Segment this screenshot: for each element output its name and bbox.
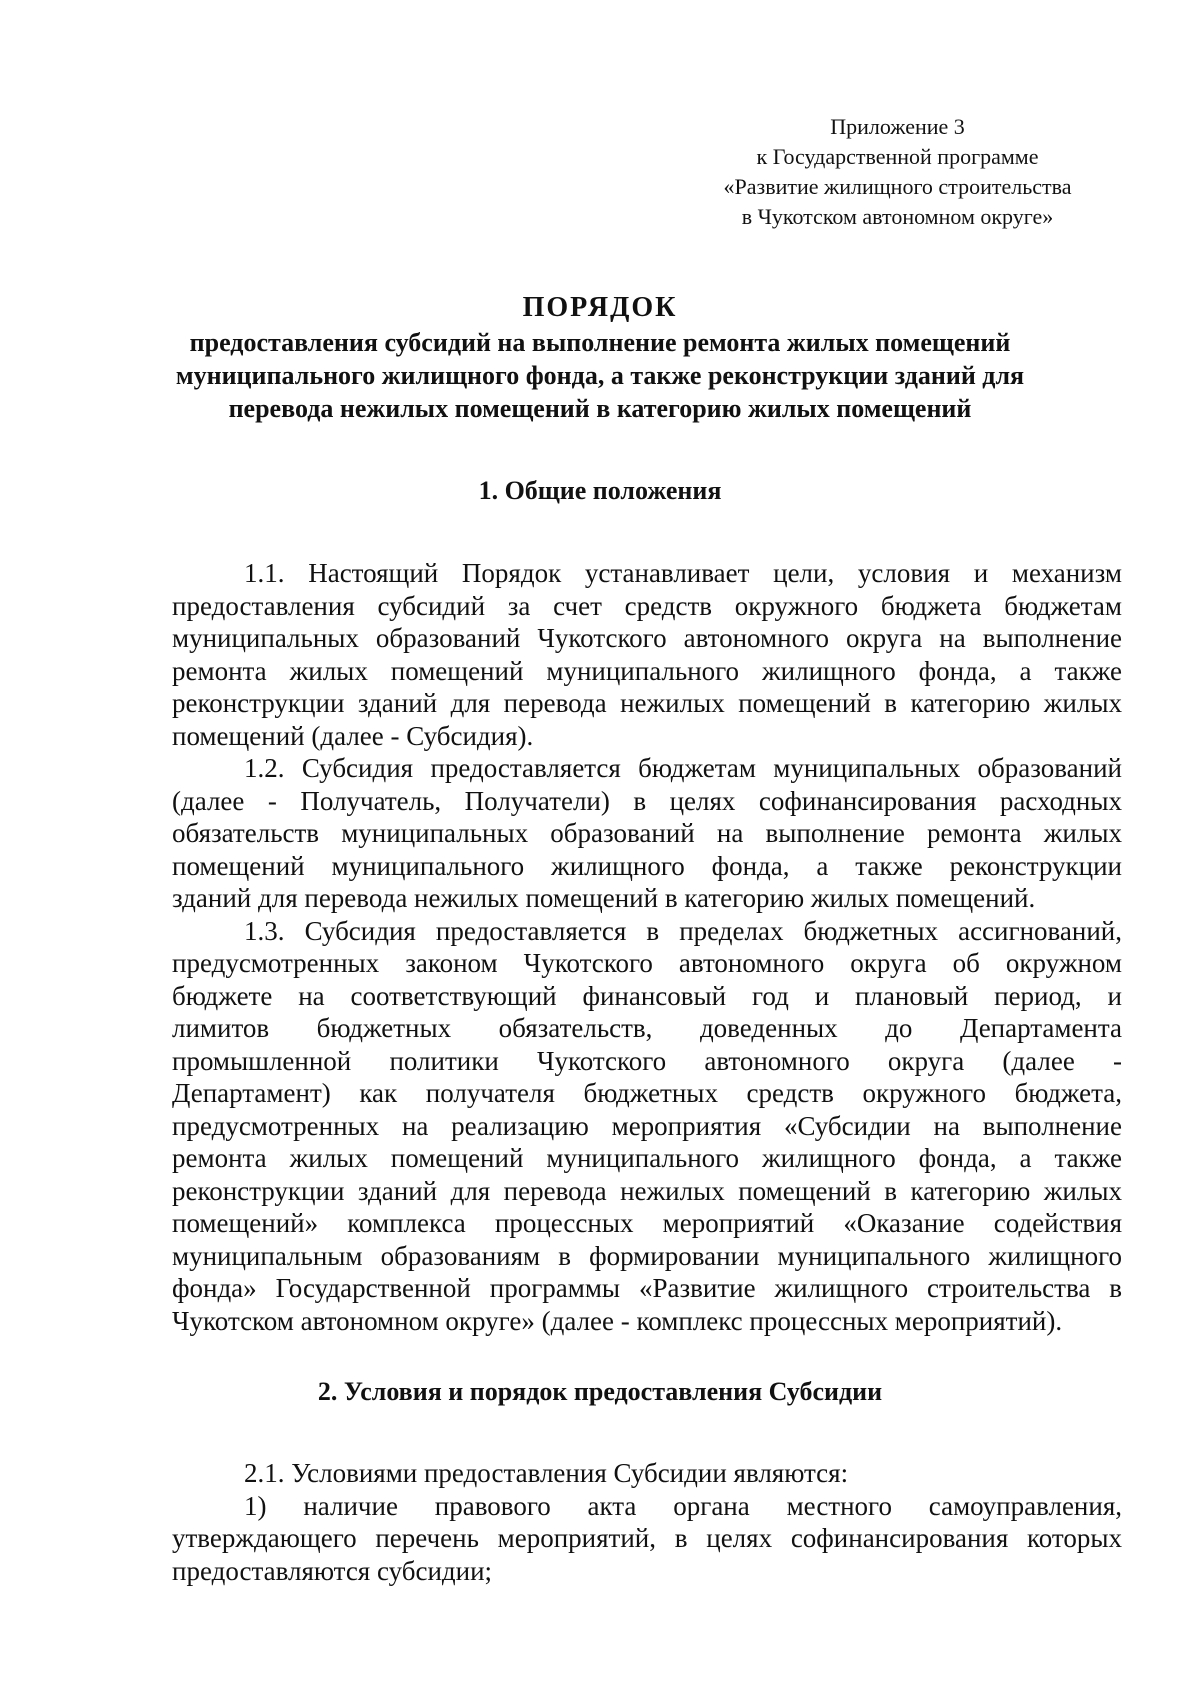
text-line: Департамент) как получателя бюджетных средств окружного бюджета, — [172, 1078, 1122, 1108]
text-line: лимитов бюджетных обязательств, доведенных до Департамента — [172, 1013, 1122, 1043]
text-line: реконструкции зданий для перевода нежилых помещений в категорию жилых — [172, 1175, 1122, 1206]
text-line: предусмотренных на реализацию мероприятия «Субсидии на выполнение — [172, 1110, 1122, 1141]
text-line: предоставления субсидий за счет средств окружного бюджета бюджетам — [172, 590, 1122, 621]
section-2-body — [172, 1457, 1122, 1587]
text-line: фонда» Государственной программы «Развитие жилищного строительства в — [172, 1273, 1122, 1303]
text-line: предоставляются субсидии; — [172, 1555, 493, 1586]
text-line: помещений» комплекса процессных мероприятий «Оказание содействия — [172, 1208, 1122, 1238]
text-line: Чукотском автономном округе» (далее - комплекс процессных мероприятий). — [172, 1305, 1063, 1336]
title-subtitle-line: перевода нежилых помещений в категорию жилых помещений — [228, 394, 972, 423]
title-subtitle-line: муниципального жилищного фонда, а также реконструкции зданий для — [175, 361, 1025, 390]
appendix-line: Приложение 3 — [830, 114, 965, 139]
title-subtitle — [150, 326, 1050, 425]
text-line: 2.1. Условиями предоставления Субсидии являются: — [244, 1458, 849, 1488]
appendix-line: в Чукотском автономном округе» — [741, 204, 1054, 229]
text-line: предусмотренных законом Чукотского автономного округа об окружном — [172, 948, 1122, 978]
paragraph-2-1 — [172, 1457, 1122, 1490]
text-line: помещений (далее - Субсидия). — [172, 720, 534, 751]
text-line: ремонта жилых помещений муниципального жилищного фонда, а также — [172, 1143, 1122, 1173]
appendix-note — [700, 112, 1095, 232]
text-line: 1) наличие правового акта органа местного самоуправления, — [244, 1490, 1122, 1521]
text-line: промышленной политики Чукотского автономного округа (далее - — [172, 1045, 1122, 1076]
paragraph-1-1 — [172, 557, 1122, 752]
text-line: 1.2. Субсидия предоставляется бюджетам муниципальных образований — [244, 753, 1122, 783]
document-title — [150, 290, 1050, 425]
section-1-body — [172, 557, 1122, 1337]
text-line: реконструкции зданий для перевода нежилых помещений в категорию жилых — [172, 688, 1122, 718]
paragraph-1-2 — [172, 752, 1122, 915]
text-line: муниципальных образований Чукотского автономного округа на выполнение — [172, 623, 1122, 653]
text-line: 1.3. Субсидия предоставляется в пределах бюджетных ассигнований, — [244, 915, 1122, 946]
text-line: 1.1. Настоящий Порядок устанавливает цели, условия и механизм — [244, 558, 1122, 588]
text-line: обязательств муниципальных образований на выполнение ремонта жилых — [172, 818, 1122, 848]
appendix-line: к Государственной программе — [756, 144, 1039, 169]
text-line: ремонта жилых помещений муниципального жилищного фонда, а также — [172, 655, 1122, 686]
section-2-heading: 2. Условия и порядок предоставления Субсидии — [317, 1377, 883, 1406]
text-line: зданий для перевода нежилых помещений в категорию жилых помещений. — [172, 883, 1036, 913]
text-line: муниципальным образованиям в формировании муниципального жилищного — [172, 1240, 1122, 1271]
paragraph-2-1-item-1 — [172, 1490, 1122, 1588]
text-line: помещений муниципального жилищного фонда, а также реконструкции — [172, 850, 1122, 881]
paragraph-1-3 — [172, 915, 1122, 1338]
text-line: бюджете на соответствующий финансовый год и плановый период, и — [172, 980, 1122, 1011]
section-1-heading: 1. Общие положения — [478, 476, 722, 505]
text-line: (далее - Получатель, Получатели) в целях софинансирования расходных — [172, 785, 1122, 816]
text-line: утверждающего перечень мероприятий, в целях софинансирования которых — [172, 1523, 1122, 1553]
appendix-line: «Развитие жилищного строительства — [723, 174, 1072, 199]
title-main: ПОРЯДОК — [522, 292, 678, 323]
title-subtitle-line: предоставления субсидий на выполнение ремонта жилых помещений — [189, 328, 1011, 357]
